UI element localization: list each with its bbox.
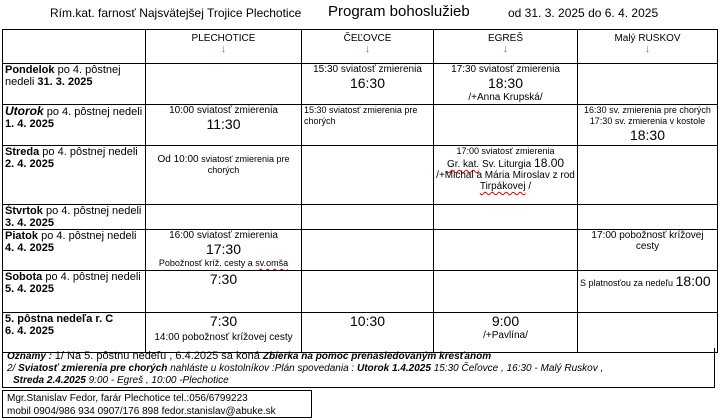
cell-plechotice: 7:30 <box>146 271 302 313</box>
cell-celovce <box>302 146 434 205</box>
cell-egres <box>434 105 578 146</box>
cell-egres <box>434 271 578 313</box>
day-cell: Pondelok po 4. pôstnej nedeli 31. 3. 2025 <box>3 64 146 105</box>
arrow-down-icon: ↓ <box>220 43 227 55</box>
day-cell: 5. pôstna nedeľa r. C 6. 4. 2025 <box>3 313 146 353</box>
cell-plechotice <box>146 64 302 105</box>
cell-celovce <box>302 230 434 271</box>
arrow-down-icon: ↓ <box>502 43 509 55</box>
program-title: Program bohoslužieb <box>328 3 470 20</box>
schedule-table <box>2 29 718 353</box>
cell-ruskov: 17:00 pobožnosť krížovej cesty <box>578 230 718 271</box>
contact-line: Mgr.Stanislav Fedor, farár Plechotice tel.:056/6799223 <box>7 393 248 404</box>
contact-line: mobil 0904/986 934 0907/176 898 fedor.stanislav@abuke.sk <box>7 406 276 417</box>
cell-egres <box>434 205 578 230</box>
parish-name: Rím.kat. farnosť Najsvätejšej Trojice Plechotice <box>50 6 302 20</box>
col-celovce: ČEĽOVCE ↓ <box>302 30 434 64</box>
day-cell: Piatok po 4. pôstnej nedeli 4. 4. 2025 <box>3 230 146 271</box>
cell-celovce <box>302 205 434 230</box>
row-wednesday <box>3 146 718 205</box>
cell-celovce: 15:30 sviatosť zmierenia 16:30 <box>302 64 434 105</box>
col-egres: EGREŠ ↓ <box>434 30 578 64</box>
day-cell: Streda po 4. pôstnej nedeli 2. 4. 2025 <box>3 146 146 205</box>
cell-plechotice: 16:00 sviatosť zmierenia 17:30 Pobožnosť kríž. cesty a sv.omša <box>146 230 302 271</box>
day-cell: Utorok po 4. pôstnej nedeli 1. 4. 2025 <box>3 105 146 146</box>
row-thursday <box>3 205 718 230</box>
header-row <box>3 30 718 64</box>
day-cell: Sobota po 4. pôstnej nedeli 5. 4. 2025 <box>3 271 146 313</box>
cell-celovce: 10:30 <box>302 313 434 353</box>
cell-egres: 17:00 sviatosť zmierenia Gr. kat. Sv. Liturgia 18.00 /+Michal a Mária Miroslav z rod Tirpákovej / <box>434 146 578 205</box>
page-header <box>0 3 720 25</box>
cell-plechotice: 10:00 sviatosť zmierenia 11:30 <box>146 105 302 146</box>
cell-egres <box>434 230 578 271</box>
cell-ruskov <box>578 146 718 205</box>
row-sunday <box>3 313 718 353</box>
contact-footer <box>2 390 312 418</box>
row-monday <box>3 64 718 105</box>
cell-plechotice <box>146 205 302 230</box>
cell-ruskov <box>578 313 718 353</box>
cell-ruskov <box>578 205 718 230</box>
cell-ruskov: S platnosťou za nedeľu 18:00 <box>578 271 718 313</box>
col-maly-ruskov: Malý RUSKOV ↓ <box>578 30 718 64</box>
row-friday <box>3 230 718 271</box>
cell-egres: 9:00 /+Pavlína/ <box>434 313 578 353</box>
row-tuesday <box>3 105 718 146</box>
arrow-down-icon: ↓ <box>644 43 651 55</box>
cell-ruskov: 16:30 sv. zmierenia pre chorých 17:30 sv. zmierenia v kostole 18:30 <box>578 105 718 146</box>
corner-cell <box>3 30 146 64</box>
row-saturday <box>3 271 718 313</box>
program-dates: od 31. 3. 2025 do 6. 4. 2025 <box>508 6 659 20</box>
cell-plechotice: 7:30 14:00 pobožnosť krížovej cesty <box>146 313 302 353</box>
cell-egres: 17:30 sviatosť zmierenia 18:30 /+Anna Krupská/ <box>434 64 578 105</box>
cell-celovce: 15:30 sviatosť zmierenia pre chorých <box>302 105 434 146</box>
cell-celovce <box>302 271 434 313</box>
cell-ruskov <box>578 64 718 105</box>
arrow-down-icon: ↓ <box>364 43 371 55</box>
cell-plechotice: Od 10:00 sviatosť zmierenia pre chorých <box>146 146 302 205</box>
day-cell: Štvrtok po 4. pôstnej nedeli 3. 4. 2025 <box>3 205 146 230</box>
col-plechotice: PLECHOTICE ↓ <box>146 30 302 64</box>
announcements: Oznamy : 1/ Na 5. pôstnu nedeľu , 6.4.2025 sa koná Zbierka na pomoc prenasledovaným kresťanom 2/ Sviatosť zmierenia pre chorých nahláste u kostolníkov :Plán spovedania : Utorok 1.4.2025 15:30 Čeľovce , 16:30 - Malý Ruskov , Streda 2.4.2025 9:00 - Egreš , 10:00 -Plechotice <box>2 348 715 388</box>
